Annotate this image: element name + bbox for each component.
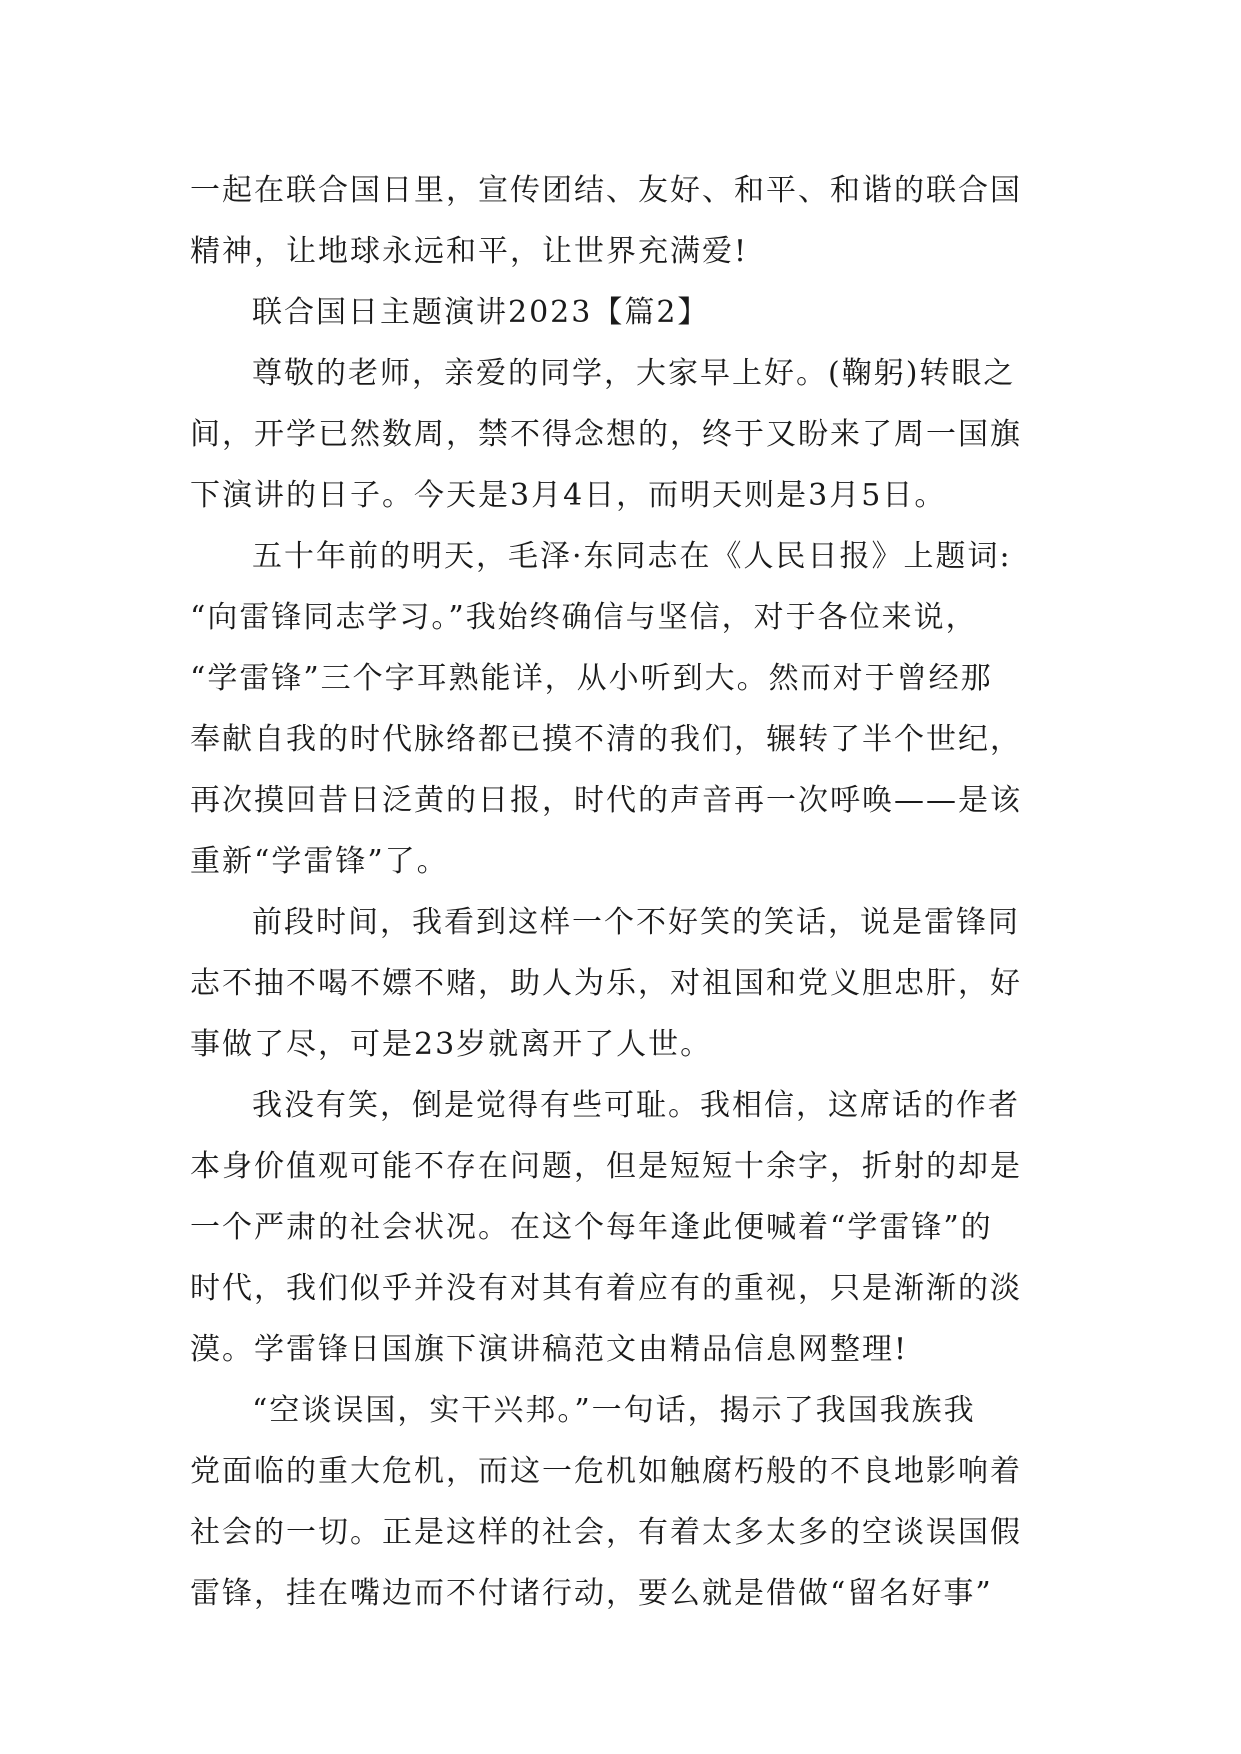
text-line: 党面临的重大危机，而这一危机如触腐朽般的不良地影响着 xyxy=(190,1454,1022,1489)
text-line: 重新“学雷锋”了。 xyxy=(190,844,449,879)
text-line: 下演讲的日子。今天是3月4日，而明天则是3月5日。 xyxy=(190,478,947,513)
text-line: 雷锋，挂在嘴边而不付诸行动，要么就是借做“留名好事” xyxy=(190,1576,993,1611)
text-line: 间，开学已然数周，禁不得念想的，终于又盼来了周一国旗 xyxy=(190,417,1022,452)
text-line: 一起在联合国日里，宣传团结、友好、和平、和谐的联合国 xyxy=(190,173,1022,208)
body-text xyxy=(190,160,1060,1624)
text-line: 漠。学雷锋日国旗下演讲稿范文由精品信息网整理! xyxy=(190,1332,909,1367)
text-line: “学雷锋”三个字耳熟能详，从小听到大。然而对于曾经那 xyxy=(190,661,993,696)
section-heading: 联合国日主题演讲2023【篇2】 xyxy=(252,295,710,330)
text-line: 我没有笑，倒是觉得有些可耻。我相信，这席话的作者 xyxy=(252,1088,1020,1123)
text-line: “向雷锋同志学习。”我始终确信与坚信，对于各位来说， xyxy=(190,600,978,635)
text-line: 前段时间，我看到这样一个不好笑的笑话，说是雷锋同 xyxy=(252,905,1020,940)
text-line: “空谈误国，实干兴邦。”一句话，揭示了我国我族我 xyxy=(252,1393,976,1428)
text-line: 再次摸回昔日泛黄的日报，时代的声音再一次呼唤——是该 xyxy=(190,783,1022,818)
text-line: 志不抽不喝不嫖不赌，助人为乐，对祖国和党义胆忠肝，好 xyxy=(190,966,1022,1001)
text-line: 社会的一切。正是这样的社会，有着太多太多的空谈误国假 xyxy=(190,1515,1022,1550)
text-line: 一个严肃的社会状况。在这个每年逢此便喊着“学雷锋”的 xyxy=(190,1210,993,1245)
text-line: 事做了尽，可是23岁就离开了人世。 xyxy=(190,1027,713,1062)
text-line: 时代，我们似乎并没有对其有着应有的重视，只是渐渐的淡 xyxy=(190,1271,1022,1306)
text-line: 奉献自我的时代脉络都已摸不清的我们，辗转了半个世纪， xyxy=(190,722,1022,757)
text-line: 五十年前的明天，毛泽·东同志在《人民日报》上题词: xyxy=(252,539,1012,574)
text-line: 精神，让地球永远和平，让世界充满爱! xyxy=(190,234,749,269)
text-line: 尊敬的老师，亲爱的同学，大家早上好。(鞠躬)转眼之 xyxy=(252,356,1016,391)
text-line: 本身价值观可能不存在问题，但是短短十余字，折射的却是 xyxy=(190,1149,1022,1184)
